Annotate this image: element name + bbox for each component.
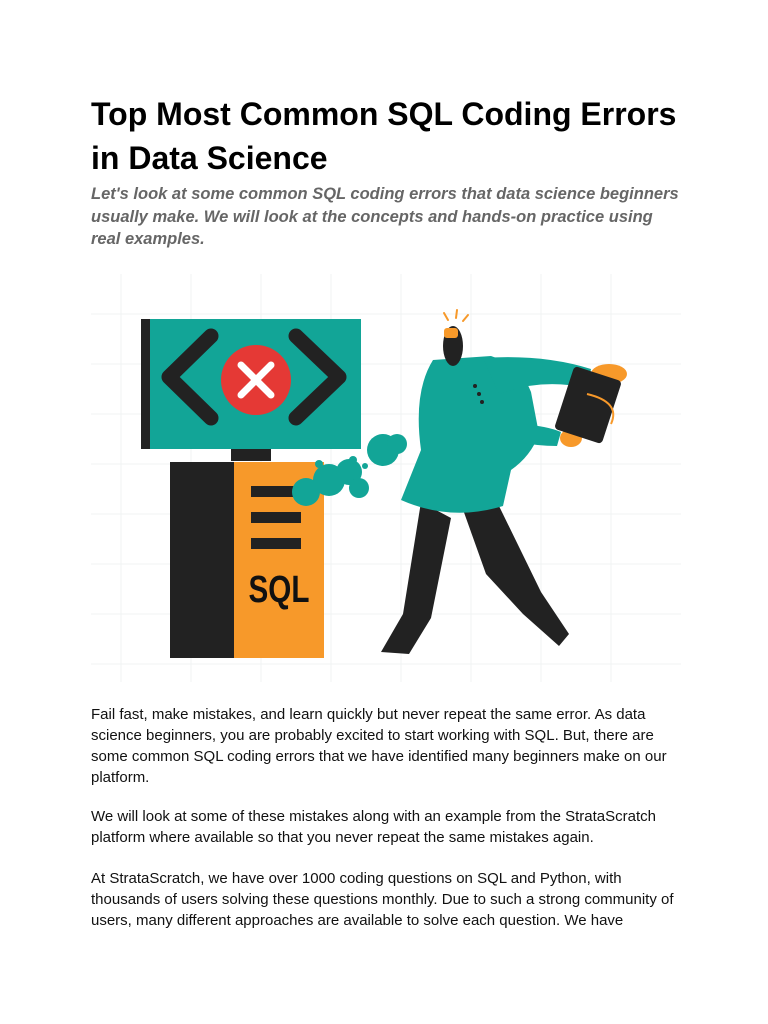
monitor bbox=[141, 319, 361, 461]
body-paragraph: We will look at some of these mistakes along with an example from the StrataScratch platform where available so that you never repeat the same mistakes again. bbox=[91, 808, 656, 846]
body-paragraph: At StrataScratch, we have over 1000 coding questions on SQL and Python, with thousands of users solving these questions monthly. Due to such a strong community of users, many different approaches are available to solve each question. We have bbox=[91, 870, 674, 929]
page-title: Top Most Common SQL Coding Errors in Data Science bbox=[91, 96, 677, 176]
server-label: SQL bbox=[248, 568, 310, 611]
error-x-icon bbox=[221, 345, 291, 415]
article-subtitle: Let's look at some common SQL coding errors that data science beginners usually make. We will look at the concepts and hands-on practice using real examples. bbox=[91, 185, 679, 248]
body-paragraph: Fail fast, make mistakes, and learn quickly but never repeat the same error. As data science beginners, you are probably excited to start working with SQL. But, there are some common SQL coding errors that we have identified many beginners make on our platform. bbox=[91, 706, 667, 786]
sql-error-illustration bbox=[91, 274, 681, 682]
person-figure bbox=[381, 310, 627, 654]
